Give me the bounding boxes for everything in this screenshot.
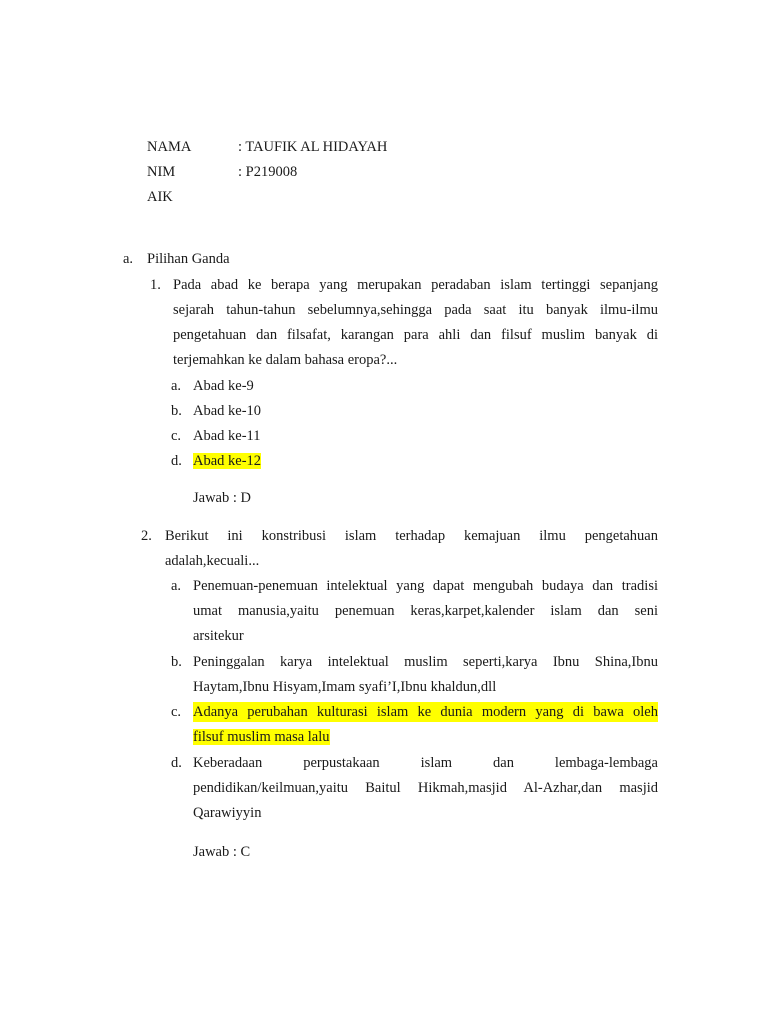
question-2-line-2: adalah,kecuali... — [165, 553, 260, 569]
course-label: AIK — [147, 189, 173, 205]
q1-option-a-text: Abad ke-9 — [193, 378, 254, 394]
question-1-line-1: Pada abad ke berapa yang merupakan peradaban islam tertinggi sepanjang — [173, 277, 658, 293]
q2-option-d-letter: d. — [171, 755, 182, 771]
q1-answer: Jawab : D — [193, 490, 251, 506]
question-1-line-3: pengetahuan dan filsafat, karangan para ahli dan filsuf muslim banyak di — [173, 327, 658, 343]
q2-option-a-letter: a. — [171, 578, 182, 594]
q1-option-b-text: Abad ke-10 — [193, 403, 262, 419]
q1-option-d-letter: d. — [171, 453, 182, 469]
q2-option-b-letter: b. — [171, 654, 182, 670]
q2-option-c-line-2: filsuf muslim masa lalu — [193, 729, 330, 745]
question-2-line-1: Berikut ini konstribusi islam terhadap kemajuan ilmu pengetahuan — [165, 528, 658, 544]
nim-value: : P219008 — [238, 164, 298, 180]
q2-option-c-letter: c. — [171, 704, 182, 720]
name-label: NAMA — [147, 139, 192, 155]
question-2-number: 2. — [141, 528, 152, 544]
q2-option-d-line-2: pendidikan/keilmuan,yaitu Baitul Hikmah,masjid Al-Azhar,dan masjid — [193, 780, 658, 796]
q1-option-b-letter: b. — [171, 403, 182, 419]
q2-option-c-line-1: Adanya perubahan kulturasi islam ke dunia modern yang di bawa oleh — [193, 704, 658, 720]
question-1-line-4: terjemahkan ke dalam bahasa eropa?... — [173, 352, 398, 368]
q2-option-d-line-3: Qarawiyyin — [193, 805, 262, 821]
q1-option-d-wrap — [193, 451, 261, 471]
q2-option-a-line-3: arsitekur — [193, 628, 244, 644]
question-1-line-2: sejarah tahun-tahun sebelumnya,sehingga pada saat itu banyak ilmu-ilmu — [173, 302, 658, 318]
q1-option-c-letter: c. — [171, 428, 182, 444]
question-1-number: 1. — [150, 277, 161, 293]
q2-answer: Jawab : C — [193, 844, 251, 860]
q2-option-b-line-1: Peninggalan karya intelektual muslim seperti,karya Ibnu Shina,Ibnu — [193, 654, 658, 670]
q1-option-a-letter: a. — [171, 378, 182, 394]
q2-option-a-line-2: umat manusia,yaitu penemuan keras,karpet,kalender islam dan seni — [193, 603, 658, 619]
section-marker: a. — [123, 251, 134, 267]
name-value: : TAUFIK AL HIDAYAH — [238, 139, 388, 155]
q2-option-b-line-2: Haytam,Ibnu Hisyam,Imam syafi’I,Ibnu khaldun,dll — [193, 679, 497, 695]
q1-option-c-text: Abad ke-11 — [193, 428, 261, 444]
q2-option-c-line-2-wrap — [193, 727, 330, 747]
section-title: Pilihan Ganda — [147, 251, 230, 267]
q2-option-d-line-1: Keberadaan perpustakaan islam dan lembaga-lembaga — [193, 755, 658, 771]
nim-label: NIM — [147, 164, 176, 180]
q2-option-a-line-1: Penemuan-penemuan intelektual yang dapat mengubah budaya dan tradisi — [193, 578, 658, 594]
q1-option-d-text: Abad ke-12 — [193, 453, 262, 469]
